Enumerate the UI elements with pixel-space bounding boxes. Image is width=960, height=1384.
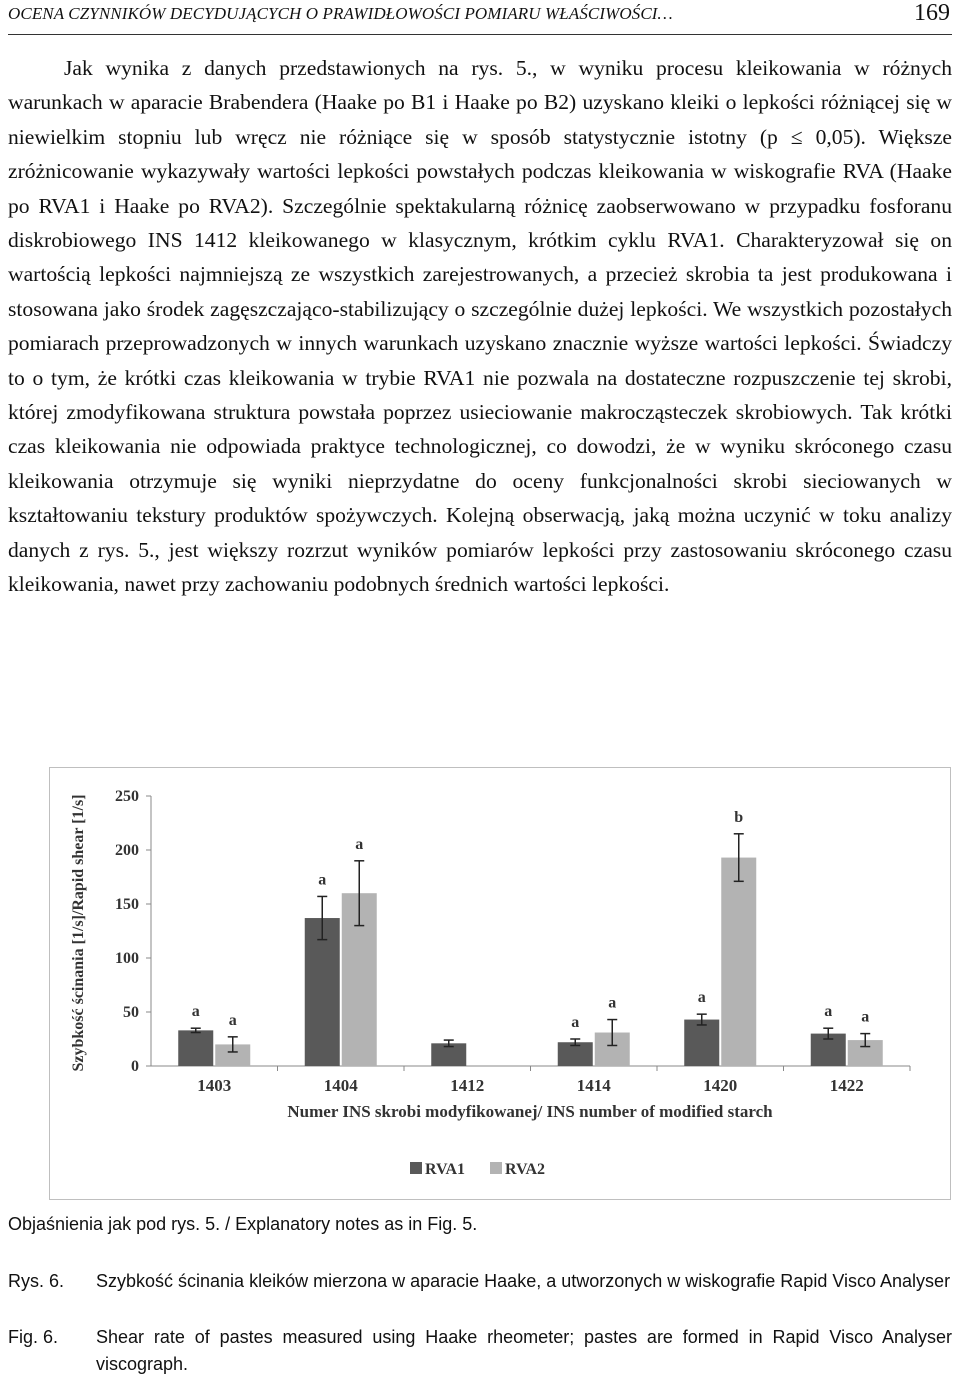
significance-label: a [861, 1008, 870, 1026]
y-tick-label: 0 [131, 1058, 139, 1075]
caption-en-label: Fig. 6. [8, 1327, 59, 1347]
significance-label: b [734, 808, 744, 826]
legend-label-rva1: RVA1 [425, 1161, 466, 1178]
significance-label: a [608, 994, 617, 1012]
significance-label: a [191, 1003, 200, 1021]
x-tick-label: 1404 [323, 1076, 358, 1095]
legend-label-rva2: RVA2 [505, 1161, 546, 1178]
y-tick-label: 200 [115, 842, 139, 859]
explanatory-note: Objaśnienia jak pod rys. 5. / Explanatory notes as in Fig. 5. [8, 1214, 478, 1234]
caption-pl [8, 1268, 952, 1322]
bar-rva2 [721, 858, 756, 1066]
page-number: 169 [914, 0, 950, 26]
x-tick-label: 1414 [576, 1076, 611, 1095]
y-axis-label: Szybkość ścinania [1/s]/Rapid shear [1/s] [70, 794, 87, 1072]
y-tick-label: 100 [115, 950, 139, 967]
running-title: OCENA CZYNNIKÓW DECYDUJĄCYCH O PRAWIDŁOWOŚCI POMIARU WŁAŚCIWOŚCI… [8, 4, 673, 23]
significance-label: a [318, 871, 327, 889]
significance-label: a [228, 1011, 237, 1029]
x-tick-label: 1412 [450, 1076, 485, 1095]
legend-swatch-rva2 [490, 1162, 502, 1174]
x-tick-label: 1403 [197, 1076, 232, 1095]
significance-label: a [571, 1014, 580, 1031]
x-tick-label: 1420 [703, 1076, 738, 1095]
y-tick-label: 50 [123, 1004, 139, 1021]
page-header [8, 0, 952, 35]
caption-en-text: Shear rate of pastes measured using Haake rheometer; pastes are formed in Rapid Visco Analyser viscograph. [96, 1327, 952, 1374]
caption-en [8, 1324, 952, 1378]
caption-pl-label: Rys. 6. [8, 1271, 65, 1291]
body-paragraph: Jak wynika z danych przedstawionych na rys. 5., w wyniku procesu kleikowania w różnych warunkach w aparacie Brabendera (Haake po B1 i Haake po B2) uzyskano kleiki o lepkości różniącej się w niewielkim stopniu lub wręcz nie różniące się w sposób statystycznie istotny (p ≤ 0,05). Większe zróżnicowanie wykazywały wartości lepkości powstałych podczas kleikowania w wiskografie RVA (Haake po RVA1 i Haake po RVA2). Szczególnie spektakularną różnicę zaobserwowano w przypadku fosforanu diskrobiowego INS 1412 kleikowanego w klasycznym, krótkim cyklu RVA1. Charakteryzował się on wartością lepkości najmniejszą ze wszystkich zarejestrowanych, a przecież skrobia ta jest produkowana i stosowana jako środek zagęszczająco-stabilizujący o szczególnie dużej lepkości. We wszystkich pozostałych pomiarach przeprowadzonych w innych warunkach uzyskano znacznie wyższe wartości lepkości. Świadczy to o tym, że krótki czas kleikowania w trybie RVA1 nie pozwala na dostateczne rozpuszczenie tej skrobi, której zmodyfikowana struktura powstała poprzez usieciowanie makrocząsteczek skrobiowych. Tak krótki czas kleikowania nie odpowiada praktyce technologicznej, co dowodzi, że w wyniku skróconego czasu kleikowania otrzymuje się wyniki nieprzydatne do oceny funkcjonalności skrobi sieciowanych w kształtowaniu tekstury produktów spożywczych. Kolejną obserwacją, jaką można uczynić w toku analizy danych z rys. 5., jest większy rozrzut wyników pomiarów lepkości przy zastosowaniu skróconego czasu kleikowania, nawet przy zachowaniu podobnych średnich wartości lepkości. [8, 56, 952, 597]
caption-pl-text: Szybkość ścinania kleików mierzona w aparacie Haake, a utworzonych w wiskografie Rapid Visco Analyser [96, 1271, 951, 1291]
significance-label: a [824, 1003, 833, 1021]
significance-label: a [355, 835, 364, 853]
chart-legend [410, 1161, 545, 1178]
bar-rva1 [684, 1020, 719, 1066]
y-tick-label: 250 [115, 788, 139, 805]
figure-6 [49, 767, 951, 1200]
legend-swatch-rva1 [410, 1162, 422, 1174]
bar-chart [50, 768, 950, 1199]
x-axis-label: Numer INS skrobi modyfikowanej/ INS number of modified starch [287, 1102, 773, 1121]
significance-label: a [697, 989, 706, 1007]
bar-rva1 [178, 1030, 213, 1066]
x-tick-label: 1422 [829, 1076, 864, 1095]
body-text [8, 51, 952, 602]
y-tick-label: 150 [115, 896, 139, 913]
